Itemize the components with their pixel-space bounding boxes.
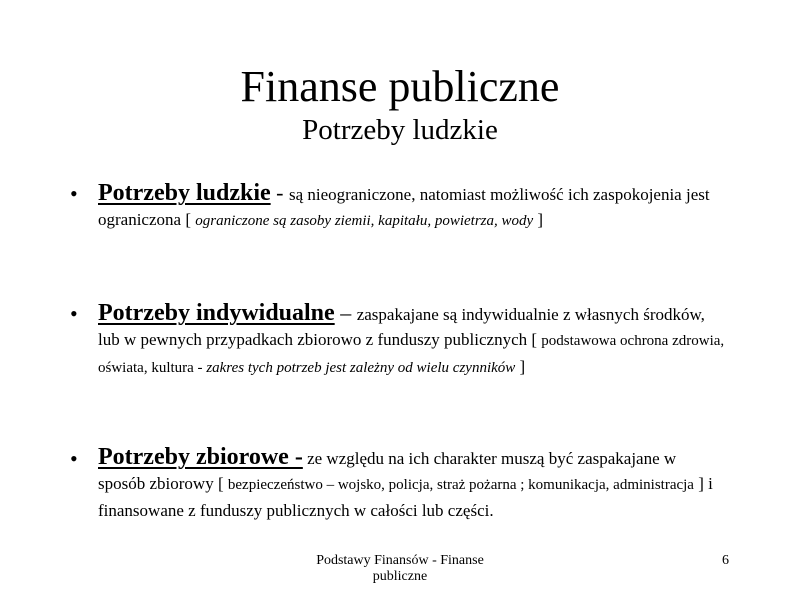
bullet-dot-icon: • <box>70 301 78 326</box>
bullet-body <box>98 180 725 234</box>
bullet-italic-note: zakres tych potrzeb jest zależny od wielu czynników <box>206 360 516 376</box>
page-number: 6 <box>722 553 729 568</box>
bullet-separator: – <box>334 300 357 325</box>
bracket-open: [ <box>213 474 228 493</box>
bracket-close: ] <box>515 357 526 376</box>
bullet-heading: Potrzeby ludzkie <box>98 180 271 206</box>
bracket-open: [ <box>527 330 542 349</box>
bracket-close: ] <box>533 210 544 229</box>
bullet-potrzeby-ludzkie <box>70 180 725 234</box>
bullet-separator: - <box>270 180 289 205</box>
bullet-small-note: bezpieczeństwo – wojsko, policja, straż pożarna ; komunikacja, administracja <box>227 477 694 493</box>
footer-text: Podstawy Finansów - Finanse publiczne <box>316 553 484 584</box>
bullet-body <box>98 445 725 523</box>
bullet-body <box>98 300 725 381</box>
bullet-potrzeby-indywidualne <box>70 300 725 381</box>
bullet-tail-text: i finansowane z funduszy publicznych w całości lub części. <box>98 474 713 520</box>
slide-subtitle: Potrzeby ludzkie <box>302 114 498 146</box>
bullet-dot-icon: • <box>70 181 78 206</box>
bullet-heading: Potrzeby indywidualne <box>98 300 335 326</box>
bullet-text: ze względu na ich charakter muszą być zaspakajane w sposób zbiorowy <box>98 449 677 493</box>
bracket-close: ] <box>693 474 709 493</box>
bullet-dot-icon: • <box>70 446 78 471</box>
bullet-italic-note: ograniczone są zasoby ziemii, kapitału, powietrza, wody <box>195 213 534 229</box>
bullet-text: są nieograniczone, natomiast możliwość ich zaspokojenia jest ograniczona <box>98 185 710 229</box>
bracket-open: [ <box>181 210 196 229</box>
bullet-potrzeby-zbiorowe <box>70 445 725 523</box>
bullet-small-note: podstawowa ochrona zdrowia, oświata, kultura - <box>98 333 725 376</box>
slide-title: Finanse publiczne <box>240 62 560 111</box>
bullet-heading: Potrzeby zbiorowe - <box>98 444 303 470</box>
bullet-text: zaspakajane są indywidualnie z własnych środków, lub w pewnych przypadkach zbiorowo z funduszy publicznych <box>98 305 705 349</box>
